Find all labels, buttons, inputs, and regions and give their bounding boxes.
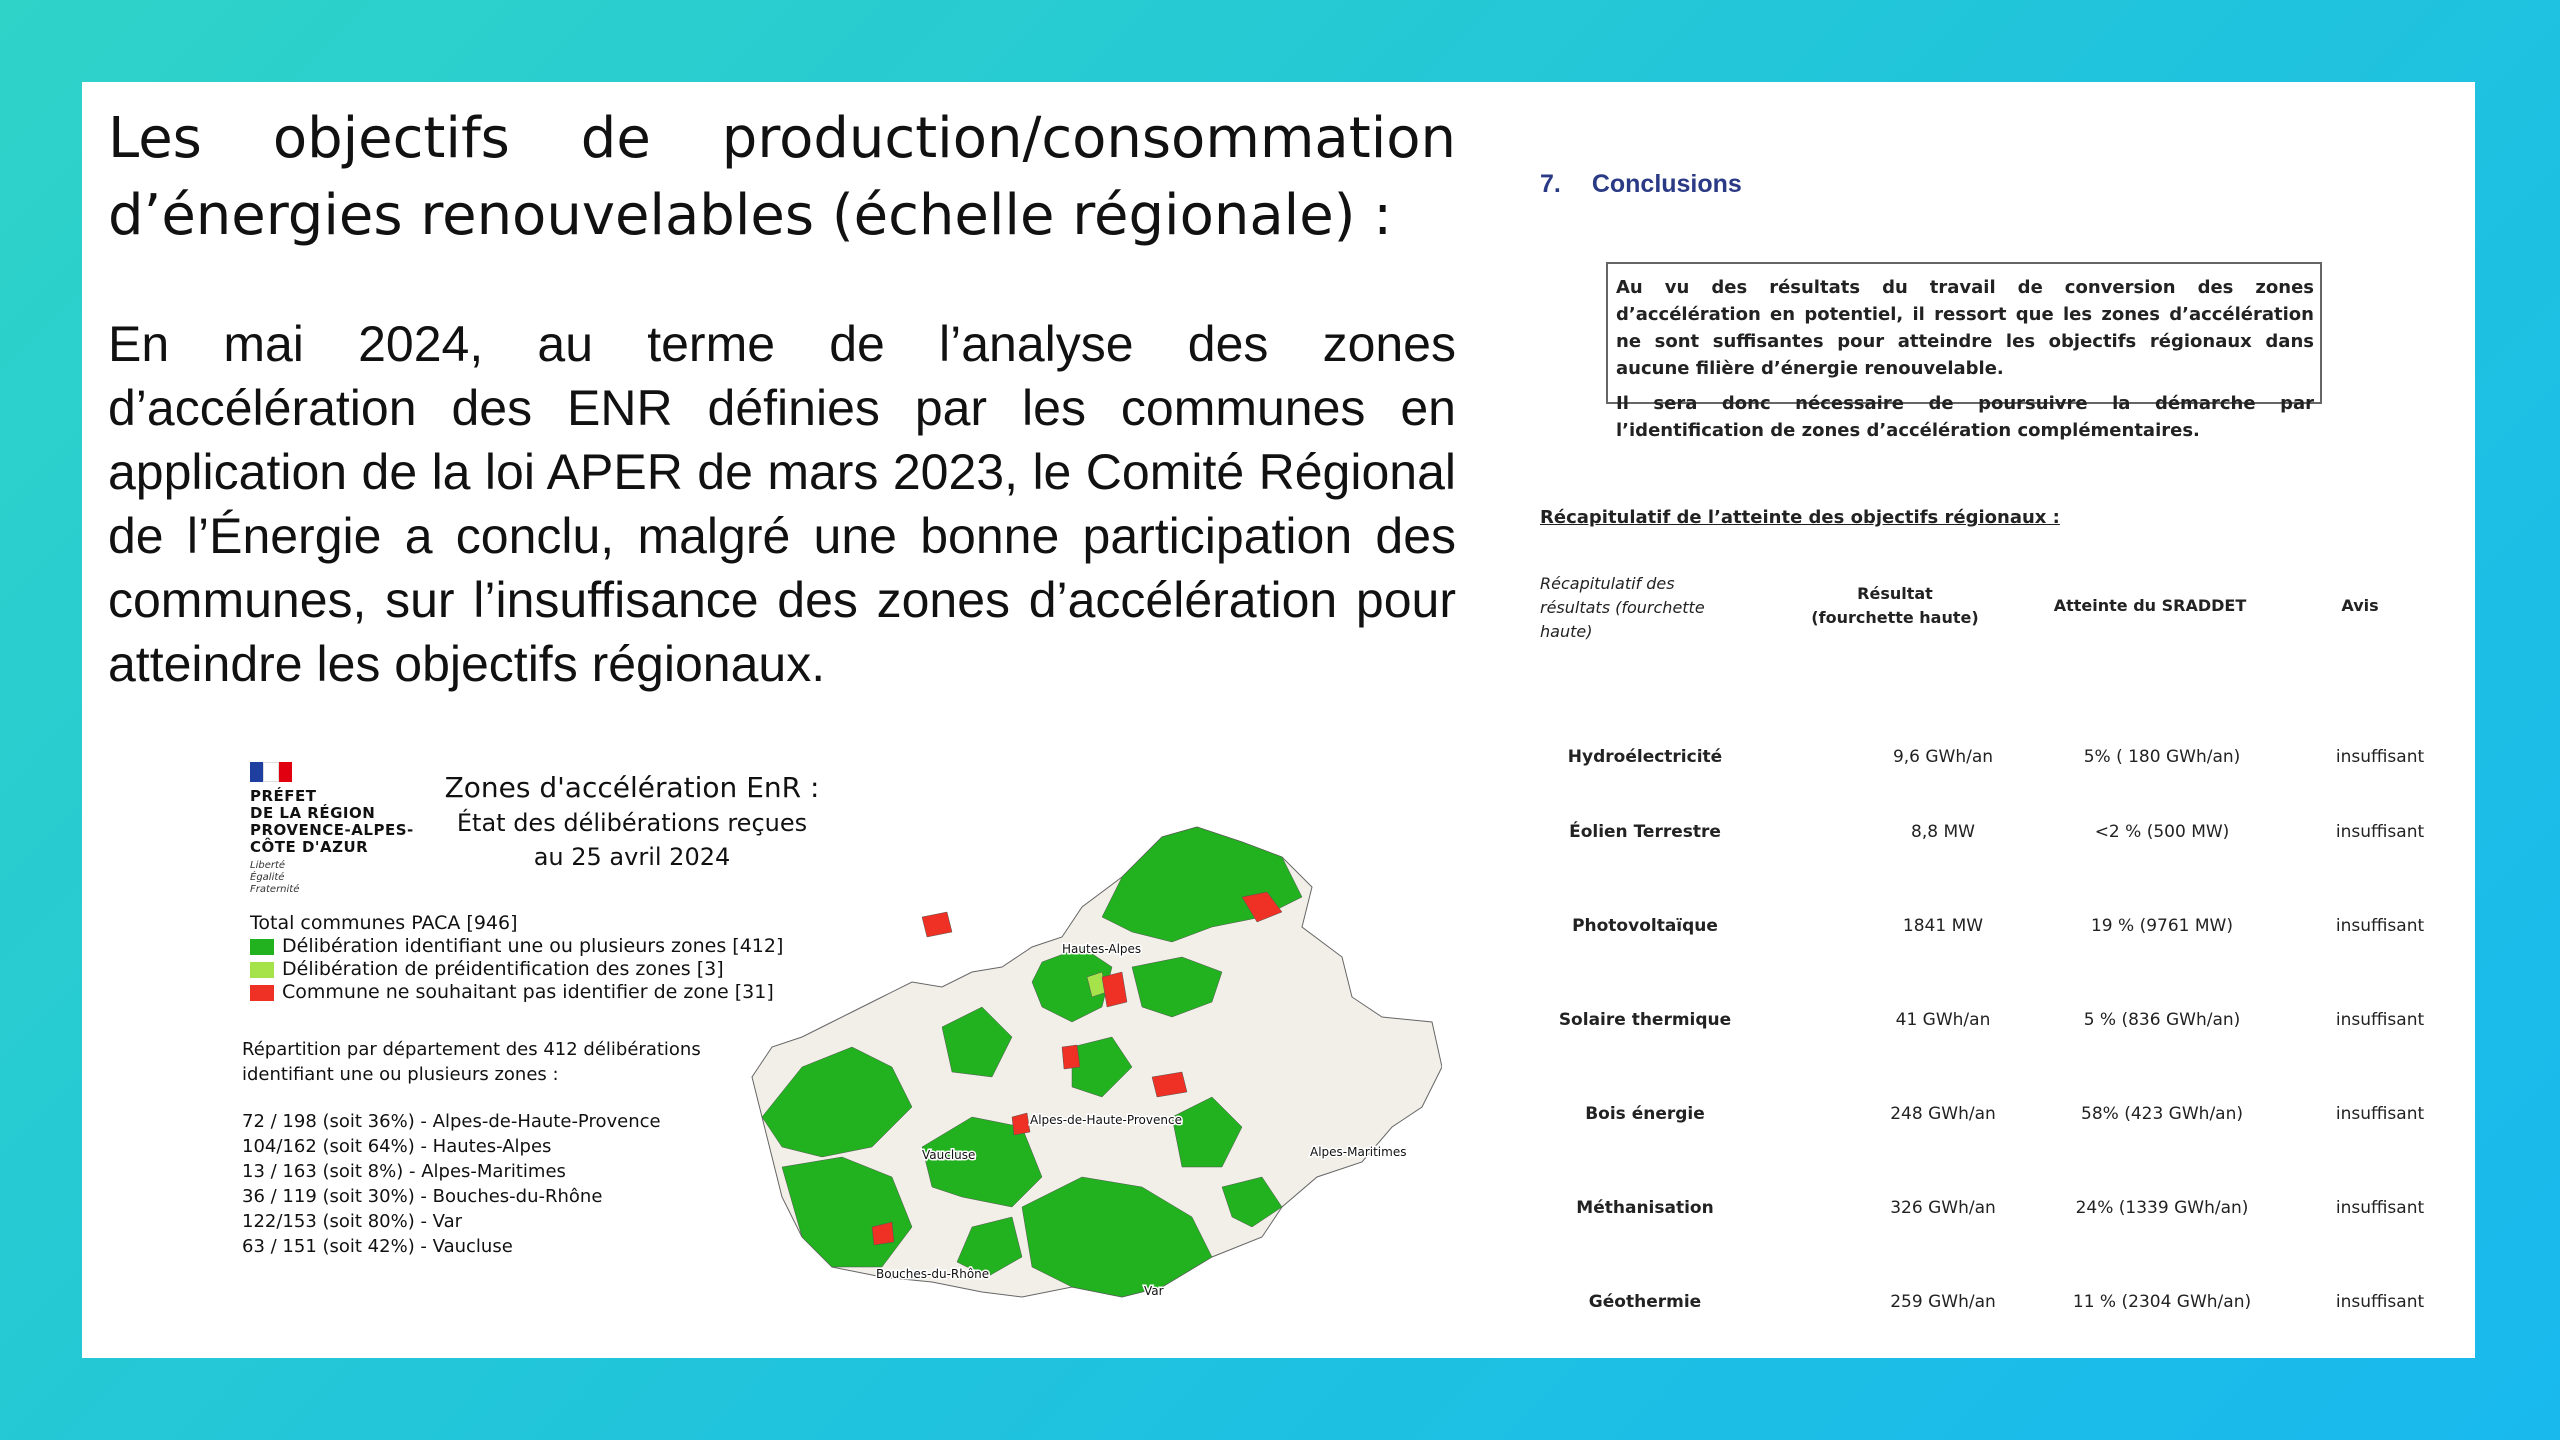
repartition-line: 13 / 163 (soit 8%) - Alpes-Maritimes bbox=[242, 1161, 566, 1182]
heading-word: Les bbox=[108, 106, 202, 171]
document-excerpt bbox=[1540, 82, 2460, 1358]
map-subtitle: État des délibérations reçues bbox=[456, 809, 808, 837]
table-row-label: Géothermie bbox=[1588, 1292, 1702, 1312]
repartition-line: 122/153 (soit 80%) - Var bbox=[242, 1211, 463, 1232]
table-header: Résultat (fourchette haute) bbox=[1811, 584, 1979, 627]
prefet-line: PROVENCE-ALPES- bbox=[250, 821, 414, 839]
table-cell: insuffisant bbox=[2335, 1104, 2425, 1124]
repartition-line: 63 / 151 (soit 42%) - Vaucluse bbox=[242, 1236, 513, 1257]
table-header: Récapitulatif des résultats (fourchette haute) bbox=[1540, 574, 1705, 641]
table-cell: 19 % (9761 MW) bbox=[2090, 916, 2234, 936]
legend-label: Délibération de préidentification des zones [3] bbox=[282, 958, 724, 980]
legend-total: Total communes PACA [946] bbox=[250, 912, 518, 934]
heading-word: de bbox=[580, 106, 651, 171]
legend-swatch bbox=[250, 962, 274, 978]
label-vaucluse: Vaucluse bbox=[922, 1148, 976, 1162]
map-title-main: Zones d'accélération EnR : bbox=[444, 771, 820, 804]
recap-title: Récapitulatif de l’atteinte des objectifs régionaux : bbox=[1540, 507, 2060, 528]
french-flag-icon bbox=[250, 762, 292, 782]
repartition-line: 72 / 198 (soit 36%) - Alpes-de-Haute-Provence bbox=[242, 1111, 661, 1132]
map-date: au 25 avril 2024 bbox=[533, 843, 731, 871]
repartition-block bbox=[242, 1037, 762, 1259]
repartition-title: Répartition par département des 412 délibérations identifiant une ou plusieurs zones : bbox=[242, 1039, 701, 1085]
table-cell: 11 % (2304 GWh/an) bbox=[2072, 1292, 2252, 1312]
heading-word: production/consommation bbox=[721, 106, 1456, 171]
table-row-label: Hydroélectricité bbox=[1567, 747, 1723, 767]
table-row-label: Éolien Terrestre bbox=[1569, 822, 1721, 842]
motto-line: Fraternité bbox=[250, 884, 300, 895]
legend-label: Commune ne souhaitant pas identifier de zone [31] bbox=[282, 981, 774, 1003]
table-cell: 259 GWh/an bbox=[1890, 1292, 1996, 1312]
heading-line-2: d’énergies renouvelables (échelle régionale) : bbox=[108, 183, 1393, 248]
motto-line: Liberté bbox=[250, 860, 286, 871]
label-alpes-maritimes: Alpes-Maritimes bbox=[1310, 1145, 1407, 1159]
legend-label: Délibération identifiant une ou plusieurs zones [412] bbox=[282, 935, 784, 957]
table-cell: 5% ( 180 GWh/an) bbox=[2083, 747, 2241, 767]
table-row-label: Bois énergie bbox=[1585, 1104, 1705, 1124]
prefet-line: DE LA RÉGION bbox=[250, 804, 376, 822]
table-cell: insuffisant bbox=[2335, 822, 2425, 842]
label-alpes-de-haute-provence: Alpes-de-Haute-Provence bbox=[1030, 1113, 1182, 1127]
table-cell: 1841 MW bbox=[1902, 916, 1984, 936]
legend-swatch bbox=[250, 939, 274, 955]
table-cell: 58% (423 GWh/an) bbox=[2081, 1104, 2243, 1124]
slide-heading bbox=[108, 100, 1456, 254]
table-cell: 24% (1339 GWh/an) bbox=[2075, 1198, 2249, 1218]
table-cell: insuffisant bbox=[2335, 1292, 2425, 1312]
conclusion-paragraph: Au vu des résultats du travail de conversion des zones d’accélération en potentiel, il ressort que les zones d’accélération ne sont suffisantes pour atteindre les objectifs régionaux dans aucune filière d’énergie renouvelable. bbox=[1616, 277, 2314, 379]
legend-swatch bbox=[250, 985, 274, 1001]
repartition-line: 104/162 (soit 64%) - Hautes-Alpes bbox=[242, 1136, 552, 1157]
label-hautes-alpes: Hautes-Alpes bbox=[1062, 942, 1142, 956]
motto-line: Égalité bbox=[250, 872, 285, 883]
table-cell: <2 % (500 MW) bbox=[2094, 822, 2230, 842]
section-number: 7. bbox=[1540, 170, 1561, 198]
table-header: Atteinte du SRADDET bbox=[2053, 596, 2247, 615]
slide bbox=[82, 82, 2475, 1358]
prefet-line: PRÉFET bbox=[250, 787, 317, 805]
conclusion-box bbox=[1606, 262, 2322, 441]
table-row-label: Méthanisation bbox=[1576, 1198, 1714, 1218]
table-cell: 41 GWh/an bbox=[1895, 1010, 1991, 1030]
table-cell: 5 % (836 GWh/an) bbox=[2083, 1010, 2241, 1030]
body-paragraph: En mai 2024, au terme de l’analyse des zones d’accélération des ENR définies par les communes en application de la loi APER de mars 2023, le Comité Régional de l’Énergie a conclu, malgré une bonne participation des communes, sur l’insuffisance des zones d’accélération pour atteindre les objectifs régionaux. bbox=[108, 316, 1456, 692]
table-cell: insuffisant bbox=[2335, 1010, 2425, 1030]
table-row-label: Photovoltaïque bbox=[1572, 916, 1718, 936]
section-title bbox=[1540, 170, 1742, 199]
table-cell: 8,8 MW bbox=[1911, 822, 1975, 842]
table-cell: 248 GWh/an bbox=[1890, 1104, 1996, 1124]
region-map bbox=[742, 767, 1442, 1417]
table-row-label: Solaire thermique bbox=[1558, 1010, 1732, 1030]
section-title-text: Conclusions bbox=[1591, 170, 1742, 198]
label-bouches-du-rhone: Bouches-du-Rhône bbox=[876, 1267, 990, 1281]
table-header: Avis bbox=[2341, 596, 2379, 615]
table-cell: 326 GWh/an bbox=[1890, 1198, 1996, 1218]
heading-word: objectifs bbox=[272, 106, 510, 171]
conclusion-paragraph: Il sera donc nécessaire de poursuivre la démarche par l’identification de zones d’accélération complémentaires. bbox=[1616, 393, 2314, 441]
table-cell: insuffisant bbox=[2335, 747, 2425, 767]
table-cell: 9,6 GWh/an bbox=[1892, 747, 1994, 767]
repartition-line: 36 / 119 (soit 30%) - Bouches-du-Rhône bbox=[242, 1186, 603, 1207]
table-cell: insuffisant bbox=[2335, 916, 2425, 936]
prefet-line: CÔTE D'AZUR bbox=[250, 838, 369, 856]
heading-line-1 bbox=[108, 100, 1456, 177]
table-cell: insuffisant bbox=[2335, 1198, 2425, 1218]
label-var: Var bbox=[1144, 1284, 1164, 1298]
